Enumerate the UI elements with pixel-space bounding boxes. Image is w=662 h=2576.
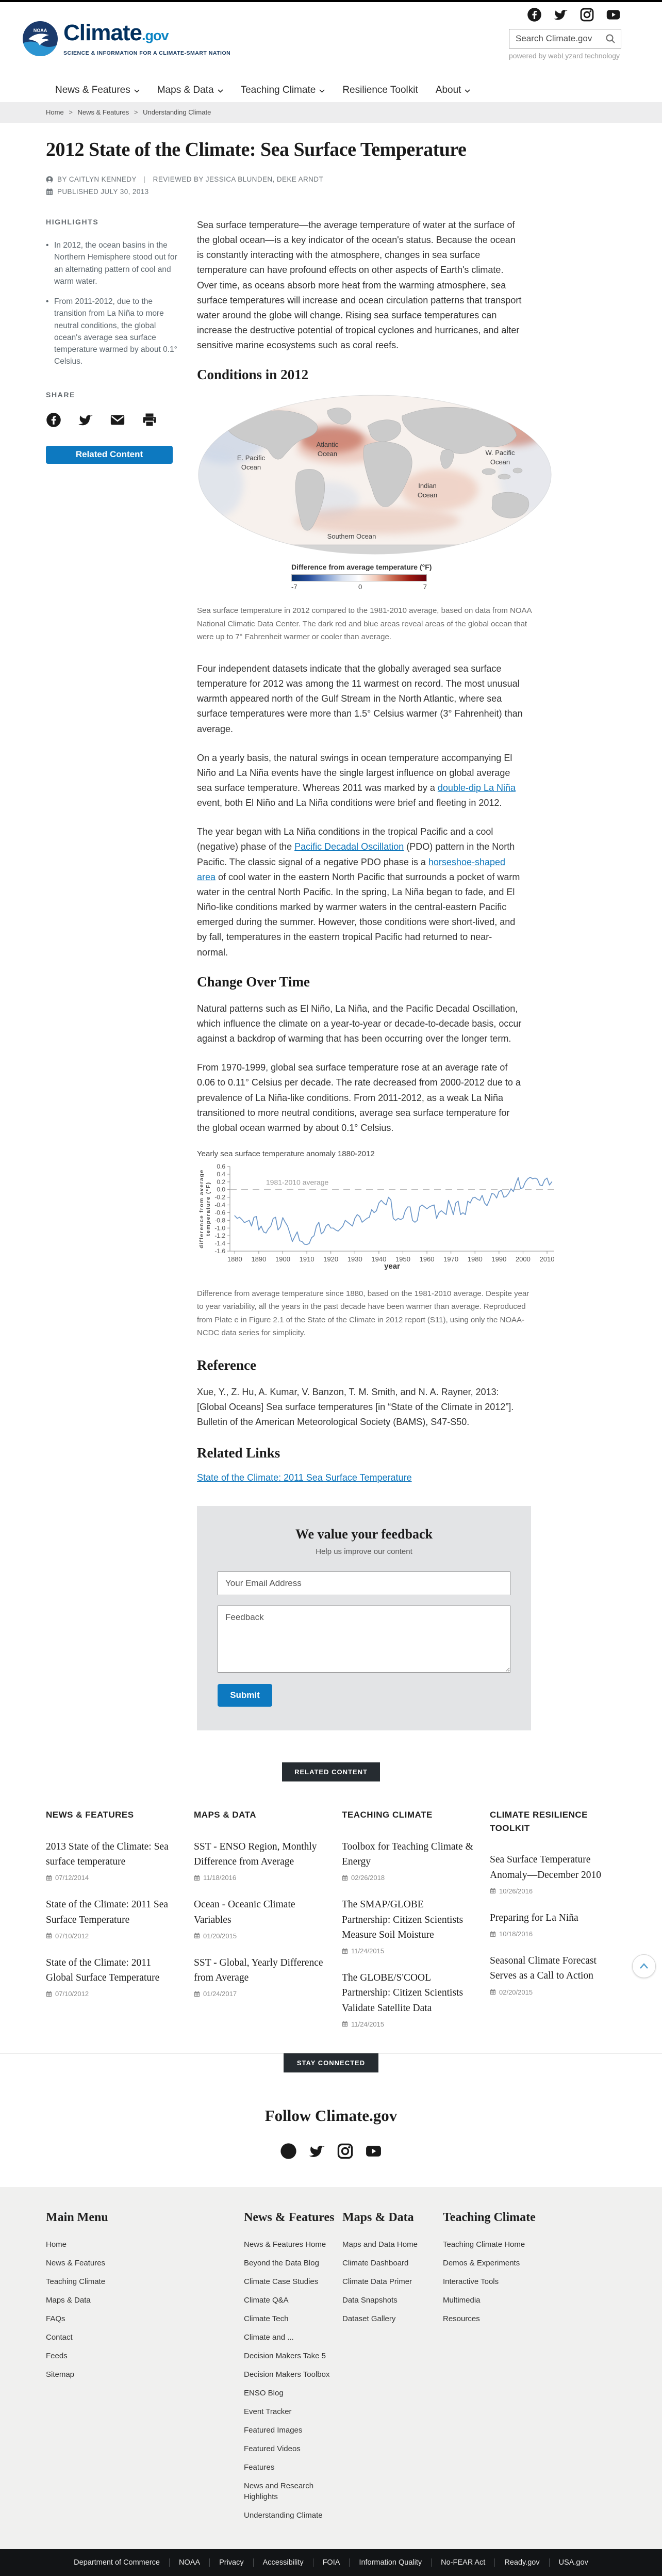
svg-text:1930: 1930 xyxy=(347,1255,362,1263)
related-item-link[interactable]: State of the Climate: 2011 Sea Surface Temperature xyxy=(46,1899,169,1925)
byline-author: BY CAITLYN KENNEDY xyxy=(57,175,137,183)
facebook-icon[interactable] xyxy=(280,2143,297,2162)
related-item-link[interactable]: Seasonal Climate Forecast Serves as a Call to Action xyxy=(490,1955,597,1982)
svg-text:year: year xyxy=(384,1261,400,1271)
related-item-date: 02/20/2015 xyxy=(499,1988,533,1996)
svg-text:-0.8: -0.8 xyxy=(214,1217,225,1224)
logo-tagline: SCIENCE & INFORMATION FOR A CLIMATE-SMART NATION xyxy=(63,50,231,56)
footer-col-main-menu: Main Menu Home News & Features Teaching Climate Maps & Data FAQs Contact Feeds Sitemap xyxy=(46,2210,108,2379)
related-item xyxy=(194,1897,326,1940)
svg-text:1980: 1980 xyxy=(467,1255,483,1263)
section-heading-conditions: Conditions in 2012 xyxy=(197,367,309,383)
enso-paragraph: On a yearly basis, the natural swings in ocean temperature accompanying El Niño and La Niña events have the single largest influence on global average sea surface temperature. Whereas 2011 was marked by a double-dip La Niña event, both El Niño and La Niña conditions were brief and fleeting in 2012. xyxy=(197,752,516,808)
footer-link[interactable]: News & Features xyxy=(46,2258,106,2267)
related-item xyxy=(194,1839,326,1882)
article-sidebar xyxy=(46,218,185,464)
svg-text:difference from average: difference from average xyxy=(198,1169,205,1249)
footer-link[interactable]: Sitemap xyxy=(46,2370,75,2379)
gov-link[interactable]: FOIA xyxy=(313,2558,350,2567)
footer-link[interactable]: Feeds xyxy=(46,2351,68,2360)
nav-maps-data[interactable]: Maps & Data xyxy=(157,85,223,96)
facebook-icon[interactable] xyxy=(527,7,542,22)
sst-anomaly-line-chart xyxy=(197,1160,560,1271)
footer-link[interactable]: FAQs xyxy=(46,2314,65,2323)
related-item-date: 10/26/2016 xyxy=(499,1887,533,1895)
related-item xyxy=(490,1953,622,1996)
chevron-up-icon xyxy=(639,1963,649,1969)
related-item xyxy=(342,1897,474,1955)
map-colorbar: Difference from average temperature (°F) -7 0 7 xyxy=(291,563,432,591)
feedback-box xyxy=(197,1506,531,1730)
feedback-subtitle: Help us improve our content xyxy=(316,1547,412,1557)
related-item xyxy=(490,1852,622,1895)
calendar-icon xyxy=(342,1948,348,1954)
related-item-link[interactable]: Preparing for La Niña xyxy=(490,1912,578,1923)
footer-col-teaching-climate: Teaching Climate Teaching Climate Home Demos & Experiments Interactive Tools Multimedia Resources xyxy=(443,2210,536,2323)
youtube-icon[interactable] xyxy=(365,2143,382,2162)
noaa-seal-icon xyxy=(22,21,58,57)
sst-map-figure xyxy=(197,394,553,591)
double-dip-la-nina-link[interactable]: double-dip La Niña xyxy=(437,783,516,793)
submit-button[interactable]: Submit xyxy=(218,1684,272,1707)
share-facebook-icon[interactable] xyxy=(46,412,61,430)
share-twitter-icon[interactable] xyxy=(78,412,93,430)
footer-link[interactable]: News and Research Highlights xyxy=(244,2481,314,2501)
search-input[interactable] xyxy=(516,34,605,44)
share-email-icon[interactable] xyxy=(110,412,125,430)
highlights-list xyxy=(46,239,185,368)
related-item-date: 07/12/2014 xyxy=(55,1874,89,1882)
gov-link[interactable]: USA.gov xyxy=(558,2558,588,2567)
related-item-link[interactable]: The GLOBE/S'COOL Partnership: Citizen Scientists Validate Satellite Data xyxy=(342,1972,464,2014)
twitter-icon[interactable] xyxy=(553,7,568,22)
horseshoe-shaped-area-link[interactable]: horseshoe-shaped area xyxy=(197,856,506,882)
page-title: 2012 State of the Climate: Sea Surface Temperature xyxy=(46,139,467,160)
reference-text: Xue, Y., Z. Hu, A. Kumar, V. Banzon, T. M. Smith, and N. A. Rayner, 2013: [Global Oceans] Sea surface temperatures [in “State of the Climate in 2012”]. Bulletin of the American Meteorological Society (BAMS), S47-S50. xyxy=(197,1386,514,1428)
nav-about[interactable]: About xyxy=(436,85,471,96)
related-item xyxy=(342,1970,474,2028)
svg-text:-1.6: -1.6 xyxy=(214,1247,225,1255)
footer-link[interactable]: News & Features Home xyxy=(244,2240,326,2249)
footer-link[interactable]: Decision Makers Take 5 xyxy=(244,2351,326,2360)
footer-link[interactable]: Climate Q&A xyxy=(244,2295,289,2305)
related-item xyxy=(46,1839,178,1882)
footer-link[interactable]: Resources xyxy=(443,2314,480,2323)
site-header xyxy=(0,2,662,78)
svg-text:0.6: 0.6 xyxy=(217,1162,225,1170)
footer-link[interactable]: Maps and Data Home xyxy=(342,2240,418,2249)
section-heading-related-links: Related Links xyxy=(197,1445,280,1461)
related-item-date: 11/18/2016 xyxy=(203,1874,237,1882)
svg-text:W. Pacific: W. Pacific xyxy=(485,449,515,457)
related-item-date: 07/10/2012 xyxy=(55,1932,89,1940)
footer-link[interactable]: Decision Makers Toolbox xyxy=(244,2370,330,2379)
related-item-link[interactable]: 2013 State of the Climate: Sea surface temperature xyxy=(46,1841,169,1868)
related-col-news-features: NEWS & FEATURES 2013 State of the Climate: Sea surface temperature 07/12/2014 State of the Climate: 2011 Sea Surface Temperature 07/10/2012 State of the Climate: 2011 Global Surface Temperature 07/10/2012 xyxy=(46,1808,194,2044)
search-area xyxy=(509,29,621,60)
colorbar-label: Difference from average temperature (°F) xyxy=(291,563,432,572)
svg-text:1920: 1920 xyxy=(323,1255,339,1263)
footer-link[interactable]: Featured Videos xyxy=(244,2444,301,2453)
footer-link[interactable]: Contact xyxy=(46,2332,73,2342)
section-heading-reference: Reference xyxy=(197,1357,256,1373)
svg-text:2010: 2010 xyxy=(539,1255,555,1263)
highlight-item: • From 2011-2012, due to the transition from La Niña to more neutral conditions, the global ocean's average sea surface temperature warmed by about 0.1° Celsius. xyxy=(46,296,185,368)
svg-text:NOAA: NOAA xyxy=(33,28,47,33)
related-link-2011-sst[interactable]: State of the Climate: 2011 Sea Surface Temperature xyxy=(197,1472,412,1483)
search-icon[interactable] xyxy=(605,34,616,44)
calendar-icon xyxy=(46,1933,52,1939)
related-item xyxy=(46,1897,178,1940)
follow-section xyxy=(0,2107,662,2162)
footer-link[interactable]: Home xyxy=(46,2240,67,2249)
byline-reviewed: REVIEWED BY JESSICA BLUNDEN, DEKE ARNDT xyxy=(153,175,324,183)
feedback-title: We value your feedback xyxy=(295,1527,433,1542)
climate-gov-logo[interactable] xyxy=(22,21,230,57)
calendar-icon xyxy=(490,1931,496,1937)
svg-text:1910: 1910 xyxy=(299,1255,315,1263)
related-item-date: 11/24/2015 xyxy=(351,1947,385,1955)
related-content-button[interactable]: Related Content xyxy=(46,446,173,464)
related-item xyxy=(490,1910,622,1938)
footer-link[interactable]: Teaching Climate Home xyxy=(443,2240,525,2249)
related-item-link[interactable]: SST - Global, Yearly Difference from Average xyxy=(194,1957,323,1984)
svg-text:Ocean: Ocean xyxy=(241,463,261,472)
gov-link[interactable]: NOAA xyxy=(170,2558,210,2567)
feedback-field[interactable] xyxy=(218,1606,510,1673)
calendar-icon xyxy=(46,1991,52,1997)
related-item-link[interactable]: SST - ENSO Region, Monthly Difference from Average xyxy=(194,1841,317,1868)
main-nav xyxy=(0,78,662,102)
svg-text:-1.0: -1.0 xyxy=(214,1224,225,1232)
related-col-resilience-toolkit: CLIMATE RESILIENCE TOOLKIT Sea Surface Temperature Anomaly—December 2010 10/26/2016 Preparing for La Niña 10/18/2016 Seasonal Climate Forecast Serves as a Call to Action 02/20/2015 xyxy=(490,1808,638,2044)
calendar-icon xyxy=(490,1888,496,1894)
stay-connected-badge: STAY CONNECTED xyxy=(284,2053,378,2072)
related-col-teaching-climate: TEACHING CLIMATE Toolbox for Teaching Climate & Energy 02/26/2018 The SMAP/GLOBE Partnership: Citizen Scientists Measure Soil Moisture 11/24/2015 The GLOBE/S'COOL Partnership: Citizen Scientists Validate Satellite Data 11/24/2015 xyxy=(342,1808,490,2044)
footer-link[interactable]: Climate Case Studies xyxy=(244,2277,319,2286)
natural-patterns-paragraph: Natural patterns such as El Niño, La Niña, and the Pacific Decadal Oscillation, which influence the climate on a year-to-year or decade-to-decade basis, occur against a backdrop of warming that has been occurring over the longer term. xyxy=(197,1003,522,1044)
map-caption: Sea surface temperature in 2012 compared to the 1981-2010 average, based on data from NOAA National Climatic Data Center. The dark red and blue areas reveal areas of the global ocean that were up to 7° Fahrenheit warmer or cooler than average. xyxy=(197,606,532,642)
pdo-paragraph: The year began with La Niña conditions in the tropical Pacific and a cool (negative) phase of the Pacific Decadal Oscillation (PDO) pattern in the North Pacific. The classic signal of a negative PDO phase is a horseshoe-shaped area of cool water in the eastern North Pacific that surrounds a pocket of warm water in the central North Pacific. In the spring, La Niña began to fade, and El Niño-like conditions marked by warmer waters in the central-eastern Pacific emerged during the summer. However, those conditions were short-lived, and by fall, temperatures in the eastern tropical Pacific had returned to near-normal. xyxy=(197,827,520,958)
footer-link[interactable]: Data Snapshots xyxy=(342,2295,398,2305)
calendar-icon xyxy=(194,1991,200,1997)
highlight-item: • In 2012, the ocean basins in the Northern Hemisphere stood out for an alternating pattern of cool and warm water. xyxy=(46,239,185,287)
logo-title: Climate xyxy=(63,20,142,45)
search-powered-by: powered by webLyzard technology xyxy=(509,52,620,60)
related-item-date: 11/24/2015 xyxy=(351,2020,385,2028)
footer-link[interactable]: Beyond the Data Blog xyxy=(244,2258,319,2267)
published-date: PUBLISHED JULY 30, 2013 xyxy=(57,188,149,196)
related-item-date: 10/18/2016 xyxy=(499,1930,533,1938)
footer-link[interactable]: Maps & Data xyxy=(46,2295,91,2305)
svg-text:Indian: Indian xyxy=(418,482,437,490)
related-item-date: 01/24/2017 xyxy=(203,1990,237,1998)
related-item-link[interactable]: The SMAP/GLOBE Partnership: Citizen Scientists Measure Soil Moisture xyxy=(342,1899,464,1940)
calendar-icon xyxy=(194,1933,200,1939)
highlights-label: HIGHLIGHTS xyxy=(46,218,99,226)
chevron-down-icon xyxy=(218,89,223,93)
footer-link[interactable]: Event Tracker xyxy=(244,2407,292,2416)
footer-link[interactable]: Climate Dashboard xyxy=(342,2258,409,2267)
footer-link[interactable]: Featured Images xyxy=(244,2425,303,2435)
related-item xyxy=(342,1839,474,1882)
footer-link[interactable]: Climate Tech xyxy=(244,2314,289,2323)
header-social-row xyxy=(527,7,621,22)
logo-suffix: .gov xyxy=(141,28,169,43)
related-content-badge: RELATED CONTENT xyxy=(282,1762,380,1781)
calendar-icon xyxy=(342,1875,348,1881)
gov-link[interactable]: Privacy xyxy=(210,2558,254,2567)
trend-paragraph: From 1970-1999, global sea surface temperature rose at an average rate of 0.06 to 0.11° Celsius per decade. The rate decreased from 2000-2012 due to a prevalence of La Niña-like conditions. From 2011-2012, as a weak La Niña transitioned to more neutral conditions, average sea surface temperature for the global ocean warmed by about 0.1° Celsius. xyxy=(197,1062,521,1133)
breadcrumb: Home > News & Features > Understanding Climate xyxy=(0,102,662,123)
svg-text:1880: 1880 xyxy=(227,1255,242,1263)
share-icons xyxy=(46,412,185,430)
svg-text:-0.6: -0.6 xyxy=(214,1209,225,1217)
scroll-to-top-button[interactable] xyxy=(632,1954,656,1978)
svg-text:-1.4: -1.4 xyxy=(214,1240,225,1248)
article-body xyxy=(197,218,558,1730)
related-item-link[interactable]: Sea Surface Temperature Anomaly—December 2010 xyxy=(490,1854,602,1881)
calendar-icon xyxy=(342,2021,348,2027)
chart-title: Yearly sea surface temperature anomaly 1880-2012 xyxy=(197,1149,375,1158)
svg-text:Southern Ocean: Southern Ocean xyxy=(327,532,376,541)
calendar-icon xyxy=(46,188,53,196)
share-label: SHARE xyxy=(46,390,76,399)
svg-text:1900: 1900 xyxy=(275,1255,290,1263)
intro-paragraph: Sea surface temperature—the average temperature of water at the surface of the global ocean—is a key indicator of the ocean's status. Because the ocean is constantly interacting with the atmosphere, changes in sea surface temperature can have profound effects on other aspects of Earth's climate. Over time, as oceans absorb more heat from the warming atmosphere, sea surface temperatures will increase and ocean circulation patterns that transport water around the globe will change. Rising sea surface temperatures can increase the destructive potential of tropical cyclones and hurricanes, and alter sensitive marine ecosystems such as coral reefs. xyxy=(197,220,522,351)
gov-link[interactable]: No-FEAR Act xyxy=(432,2558,495,2567)
bottom-gov-bar xyxy=(0,2549,662,2576)
footer-link[interactable]: Climate and ... xyxy=(244,2332,294,2342)
datasets-paragraph: Four independent datasets indicate that the globally averaged sea surface temperature for 2012 was among the 11 warmest on record. The most unusual warmth appeared north of the Gulf Stream in the North Atlantic, where sea surface temperatures were more than 1.5° Celsius warmer (3° Fahrenheit) than average. xyxy=(197,663,523,734)
svg-text:-1.2: -1.2 xyxy=(214,1232,225,1240)
follow-heading: Follow Climate.gov xyxy=(264,2106,398,2125)
section-heading-change: Change Over Time xyxy=(197,974,310,990)
related-item xyxy=(194,1955,326,1998)
svg-text:1890: 1890 xyxy=(251,1255,267,1263)
footer-link[interactable]: Interactive Tools xyxy=(443,2277,499,2286)
stay-connected-divider xyxy=(0,2053,662,2072)
instagram-icon[interactable] xyxy=(580,7,594,22)
related-item-link[interactable]: State of the Climate: 2011 Global Surface Temperature xyxy=(46,1957,160,1984)
svg-text:1940: 1940 xyxy=(371,1255,387,1263)
colorbar-gradient xyxy=(291,574,427,581)
footer-link[interactable]: Features xyxy=(244,2462,275,2472)
article-header xyxy=(0,123,662,218)
gov-link[interactable]: Information Quality xyxy=(350,2558,432,2567)
nav-teaching-climate[interactable]: Teaching Climate xyxy=(241,85,325,96)
chevron-down-icon xyxy=(465,89,470,93)
calendar-icon xyxy=(46,1875,52,1881)
breadcrumb-news-features[interactable]: News & Features xyxy=(77,108,129,116)
svg-text:-0.4: -0.4 xyxy=(214,1201,225,1209)
related-item xyxy=(46,1955,178,1998)
related-item-link[interactable]: Toolbox for Teaching Climate & Energy xyxy=(342,1841,473,1868)
svg-text:E. Pacific: E. Pacific xyxy=(237,454,266,462)
svg-text:1950: 1950 xyxy=(395,1255,410,1263)
gov-link[interactable]: Accessibility xyxy=(254,2558,313,2567)
svg-text:Ocean: Ocean xyxy=(490,458,510,466)
svg-text:1960: 1960 xyxy=(419,1255,435,1263)
calendar-icon xyxy=(194,1875,200,1881)
twitter-icon[interactable] xyxy=(308,2143,325,2162)
wordmark xyxy=(63,21,230,56)
gov-link[interactable]: Ready.gov xyxy=(495,2558,549,2567)
email-field[interactable] xyxy=(218,1571,510,1595)
sst-anomaly-world-map xyxy=(197,394,553,555)
chart-caption: Difference from average temperature since 1880, based on the 1981-2010 average. Despite year to year variability, all the years in the past decade have been warmer than average. Reproduced from Plate e in Figure 2.1 of the State of the Climate in 2012 report (S11), using only the NOAA-NCDC data series for simplicity. xyxy=(197,1289,529,1338)
related-item-date: 01/20/2015 xyxy=(203,1932,237,1940)
footer-link[interactable]: Dataset Gallery xyxy=(342,2314,396,2323)
footer-link[interactable]: Understanding Climate xyxy=(244,2510,323,2520)
svg-text:Ocean: Ocean xyxy=(317,450,338,458)
related-item-link[interactable]: Ocean - Oceanic Climate Variables xyxy=(194,1899,295,1925)
related-item-date: 02/26/2018 xyxy=(351,1874,385,1882)
related-item-date: 07/10/2012 xyxy=(55,1990,89,1998)
footer-link[interactable]: Multimedia xyxy=(443,2295,481,2305)
svg-text:1970: 1970 xyxy=(443,1255,459,1263)
youtube-icon[interactable] xyxy=(606,7,621,22)
pacific-decadal-oscillation-link[interactable]: Pacific Decadal Oscillation xyxy=(294,841,404,852)
related-col-maps-data: MAPS & DATA SST - ENSO Region, Monthly Difference from Average 11/18/2016 Ocean - Oceanic Climate Variables 01/20/2015 SST - Global, Yearly Difference from Average 01/24/2017 xyxy=(194,1808,342,2044)
footer-link[interactable]: ENSO Blog xyxy=(244,2388,284,2397)
chevron-down-icon xyxy=(134,89,140,93)
breadcrumb-understanding-climate[interactable]: Understanding Climate xyxy=(143,108,211,116)
nav-resilience-toolkit[interactable]: Resilience Toolkit xyxy=(342,85,418,95)
footer-col-maps-data: Maps & Data Maps and Data Home Climate Dashboard Climate Data Primer Data Snapshots Dataset Gallery xyxy=(342,2210,418,2323)
svg-text:temperature (°F): temperature (°F) xyxy=(205,1181,211,1236)
calendar-icon xyxy=(490,1989,496,1995)
footer-link[interactable]: Climate Data Primer xyxy=(342,2277,412,2286)
svg-text:2000: 2000 xyxy=(515,1255,531,1263)
footer-link[interactable]: Teaching Climate xyxy=(46,2277,106,2286)
footer-col-news-features: News & Features News & Features Home Beyond the Data Blog Climate Case Studies Climate Q&A Climate Tech Climate and ... Decision Makers Take 5 Decision Makers Toolbox ENSO Blog Event Tracker Featured Images Featured Videos Features News and Research Highlights Understanding Climate xyxy=(244,2210,335,2520)
svg-text:0.2: 0.2 xyxy=(217,1178,225,1186)
instagram-icon[interactable] xyxy=(337,2143,354,2162)
related-content-section xyxy=(0,1762,662,2044)
svg-text:1990: 1990 xyxy=(491,1255,507,1263)
footer-link[interactable]: Demos & Experiments xyxy=(443,2258,520,2267)
byline: BY CAITLYN KENNEDY | REVIEWED BY JESSICA BLUNDEN, DEKE ARNDT PUBLISHED JULY 30, 2013 xyxy=(46,175,662,196)
nav-news-features[interactable]: News & Features xyxy=(55,85,140,96)
svg-text:0.0: 0.0 xyxy=(217,1186,225,1193)
svg-text:-0.2: -0.2 xyxy=(214,1193,225,1201)
content-area xyxy=(0,218,662,1730)
gov-link[interactable]: Department of Commerce xyxy=(64,2558,170,2567)
breadcrumb-home[interactable]: Home xyxy=(46,108,64,116)
sst-anomaly-chart-figure xyxy=(197,1149,560,1274)
author-icon xyxy=(46,176,53,183)
share-print-icon[interactable] xyxy=(142,412,157,430)
svg-text:1981-2010 average: 1981-2010 average xyxy=(266,1178,329,1187)
svg-text:Atlantic: Atlantic xyxy=(316,441,339,449)
svg-text:Ocean: Ocean xyxy=(417,491,438,499)
chevron-down-icon xyxy=(319,89,325,93)
svg-text:0.4: 0.4 xyxy=(217,1170,225,1178)
footer xyxy=(0,2187,662,2549)
